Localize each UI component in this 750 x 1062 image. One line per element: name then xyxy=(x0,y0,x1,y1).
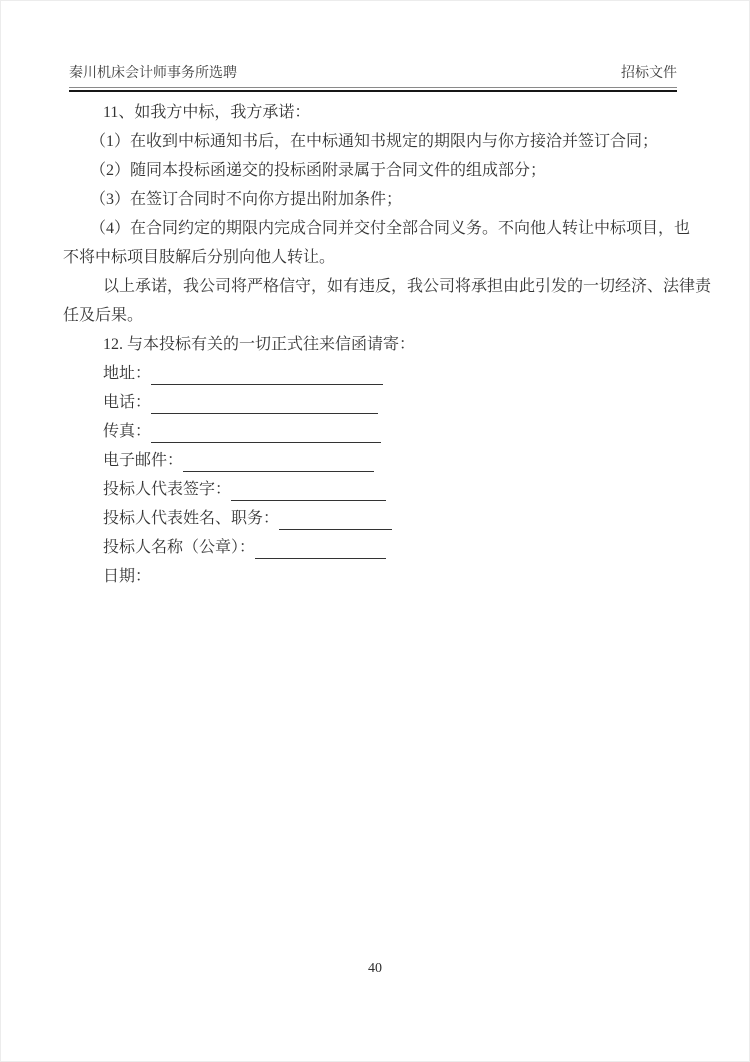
header-right-title: 招标文件 xyxy=(621,66,677,81)
field-label: 传真： xyxy=(103,423,152,440)
form-field-address xyxy=(63,359,687,388)
blank-line[interactable] xyxy=(231,482,386,501)
paragraph-line: 以上承诺，我公司将严格信守，如有违反，我公司将承担由此引发的一切经济、法律责 xyxy=(103,278,712,295)
blank-line[interactable] xyxy=(151,424,381,443)
blank-line[interactable] xyxy=(151,366,383,385)
page-footer xyxy=(1,961,749,977)
header-left-title: 秦川机床会计师事务所选聘 xyxy=(69,66,237,81)
paragraph-line: （3）在签订合同时不向你方提出附加条件； xyxy=(90,191,403,208)
paragraph-line: （1）在收到中标通知书后，在中标通知书规定的期限内与你方接洽并签订合同； xyxy=(90,133,659,150)
field-label: 投标人代表姓名、职务： xyxy=(103,510,280,527)
form-field-bidder-name-seal xyxy=(63,533,687,562)
paragraph-line: （4）在合同约定的期限内完成合同并交付全部合同义务。不向他人转让中标项目，也 xyxy=(90,220,691,237)
document-body xyxy=(63,98,712,591)
header-rule xyxy=(69,87,677,92)
field-label: 投标人名称（公章）： xyxy=(103,539,256,556)
form-field-email xyxy=(63,446,687,475)
paragraph-line: 11、如我方中标，我方承诺： xyxy=(103,104,311,121)
blank-line[interactable] xyxy=(255,540,386,559)
paragraph-line: （2）随同本投标函递交的投标函附录属于合同文件的组成部分； xyxy=(90,162,547,179)
field-label: 地址： xyxy=(103,365,152,382)
form-field-fax xyxy=(63,417,687,446)
form-field-date xyxy=(63,562,687,591)
form-field-phone xyxy=(63,388,687,417)
paragraph-line: 任及后果。 xyxy=(63,307,144,324)
blank-line[interactable] xyxy=(183,453,374,472)
paragraph-line: 12. 与本投标有关的一切正式往来信函请寄： xyxy=(103,336,416,353)
page-header xyxy=(69,65,677,82)
field-label: 电子邮件： xyxy=(103,452,184,469)
blank-line[interactable] xyxy=(151,395,378,414)
field-label: 日期： xyxy=(103,568,152,585)
field-label: 投标人代表签字： xyxy=(103,481,232,498)
page-number: 40 xyxy=(368,961,382,976)
form-field-representative-signature xyxy=(63,475,687,504)
paragraph-line: 不将中标项目肢解后分别向他人转让。 xyxy=(63,249,336,266)
form-field-representative-name-title xyxy=(63,504,687,533)
field-label: 电话： xyxy=(103,394,152,411)
blank-line[interactable] xyxy=(279,511,392,530)
